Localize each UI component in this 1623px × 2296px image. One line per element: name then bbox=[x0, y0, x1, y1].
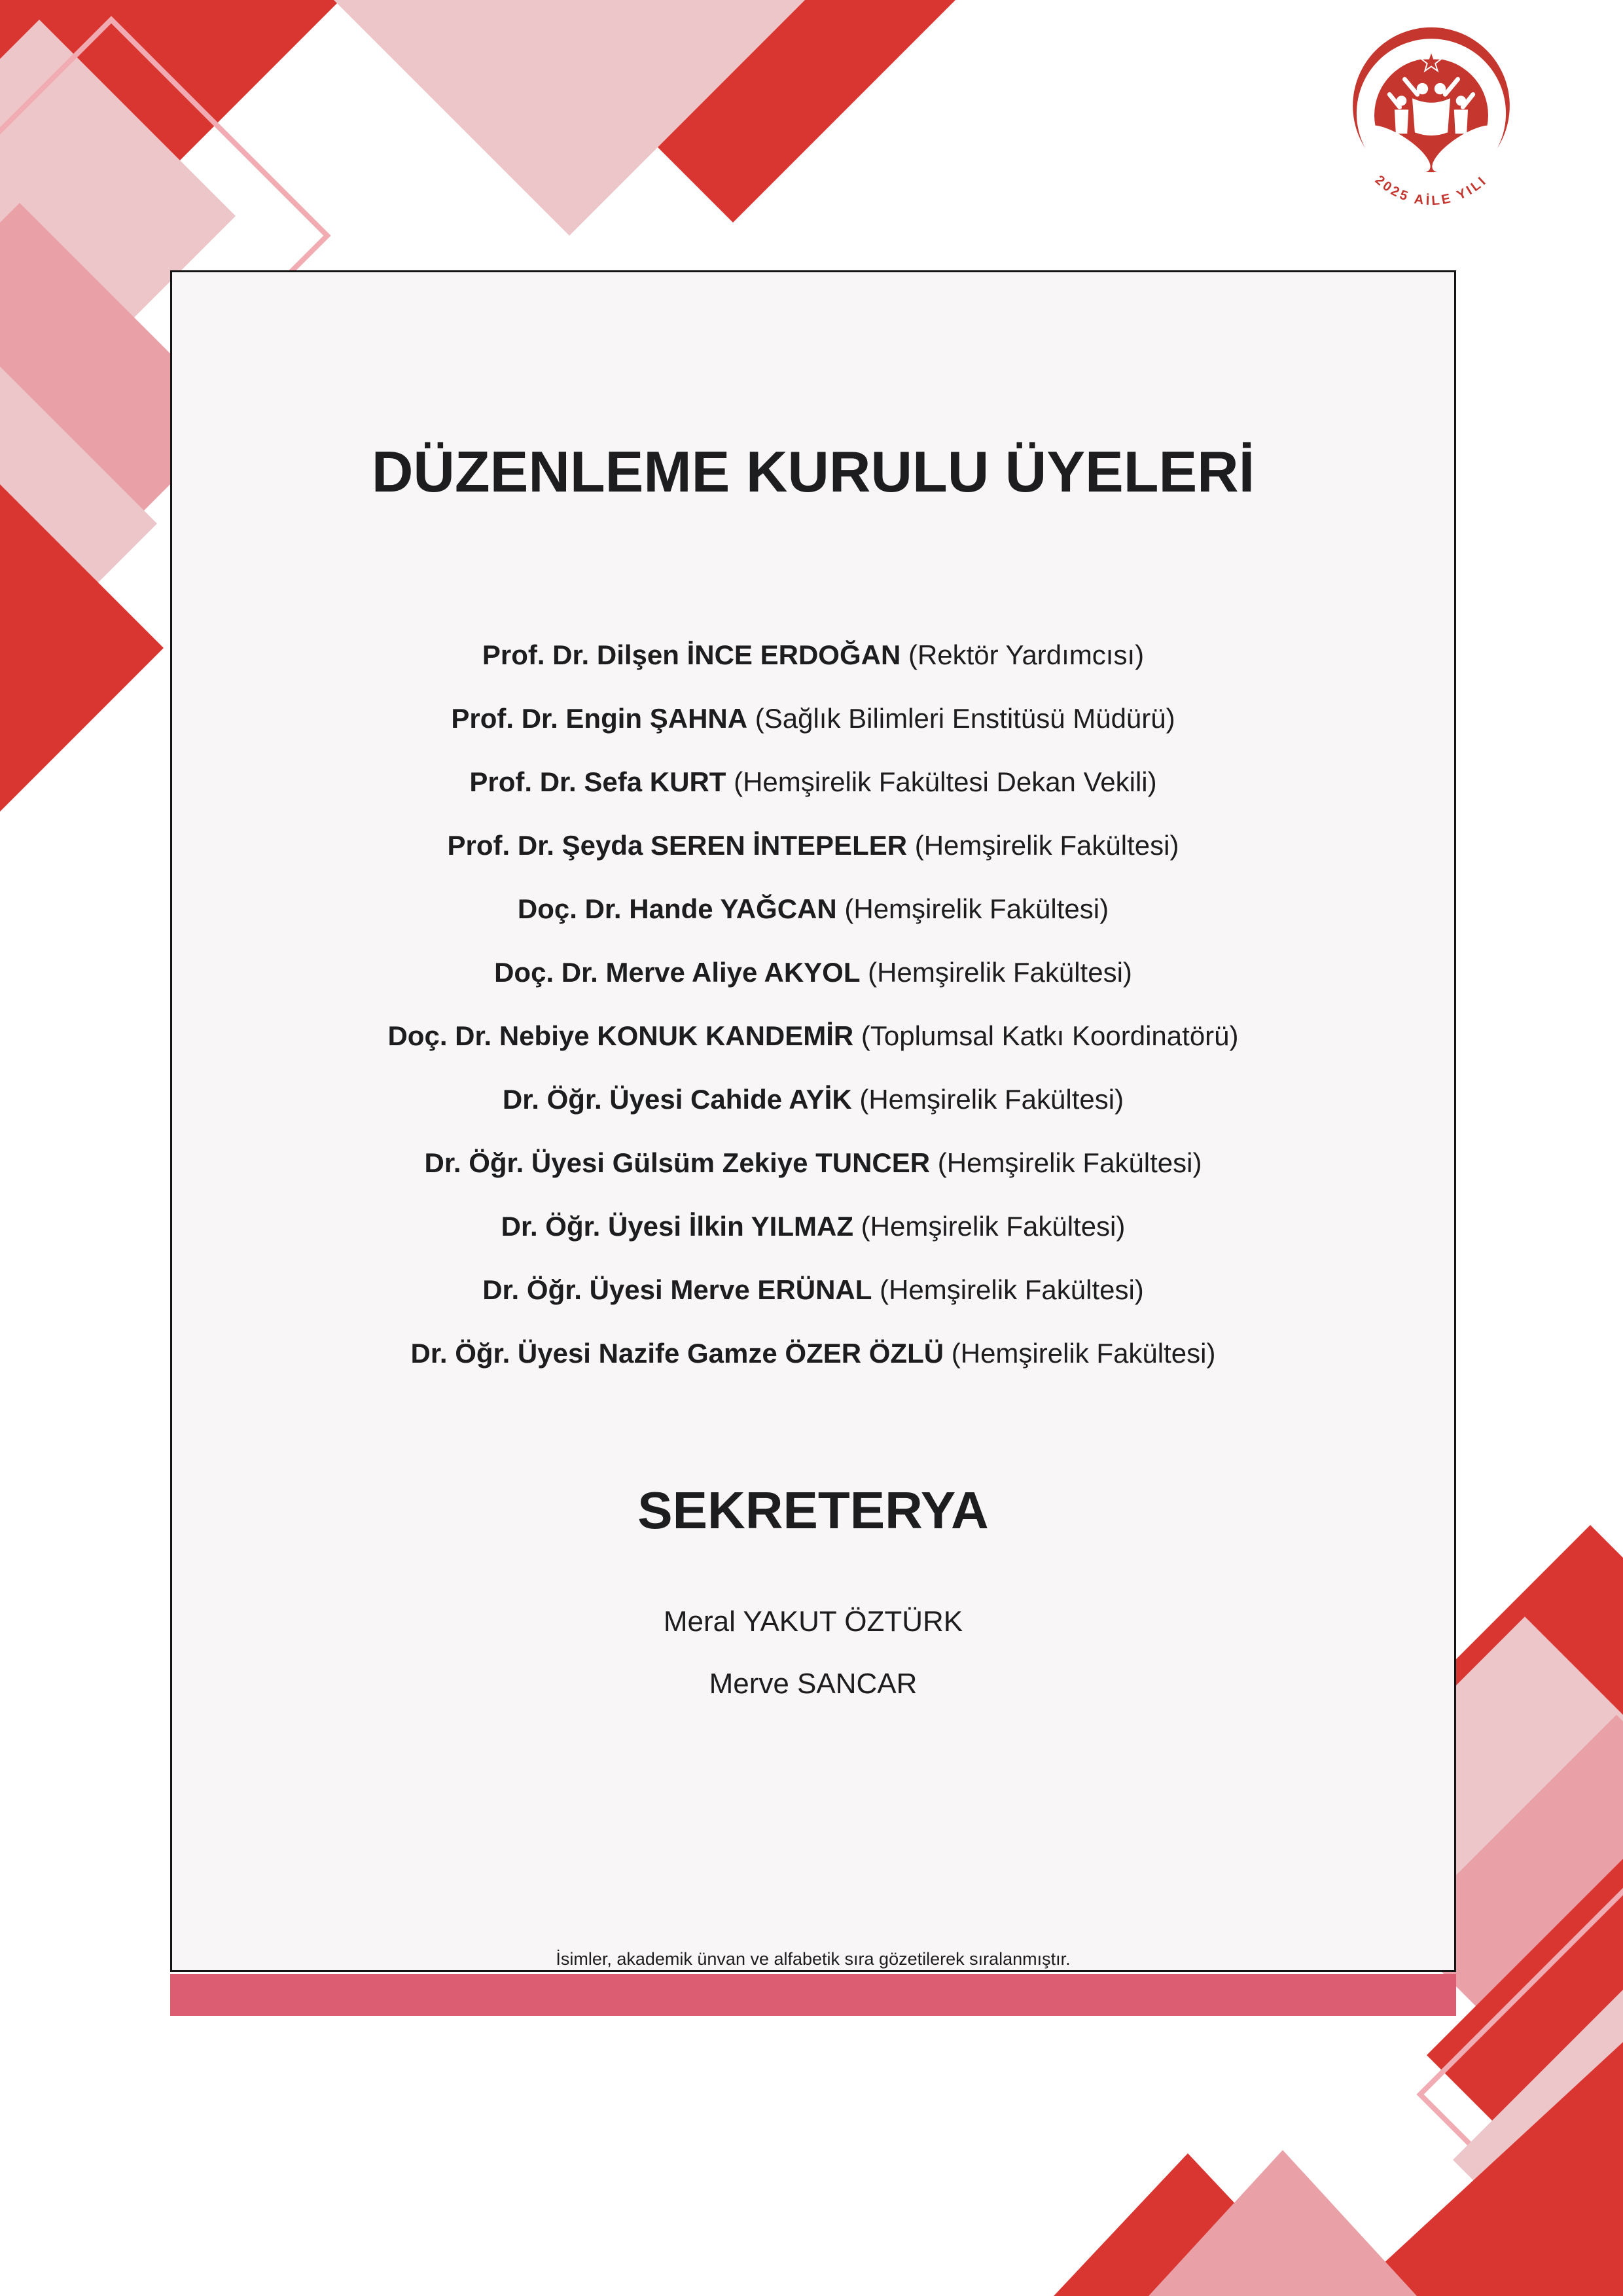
family-year-2025-logo bbox=[1336, 24, 1526, 213]
committee-member-row bbox=[172, 623, 1454, 687]
member-affiliation: (Sağlık Bilimleri Enstitüsü Müdürü) bbox=[755, 703, 1175, 734]
member-name: Prof. Dr. Dilşen İNCE ERDOĞAN bbox=[482, 639, 901, 670]
committee-member-row bbox=[172, 877, 1454, 941]
content-card bbox=[170, 270, 1456, 1972]
member-affiliation: (Hemşirelik Fakültesi) bbox=[868, 957, 1132, 988]
secretariat-title: SEKRETERYA bbox=[637, 1481, 989, 1539]
member-affiliation: (Hemşirelik Fakültesi) bbox=[880, 1274, 1144, 1305]
member-affiliation: (Hemşirelik Fakültesi) bbox=[844, 893, 1109, 924]
member-name: Doç. Dr. Hande YAĞCAN bbox=[517, 893, 837, 924]
committee-member-row bbox=[172, 1194, 1454, 1258]
committee-member-row bbox=[172, 1258, 1454, 1321]
secretariat-list bbox=[172, 1590, 1454, 1715]
member-name: Dr. Öğr. Üyesi Cahide AYİK bbox=[502, 1084, 852, 1115]
member-affiliation: (Hemşirelik Fakültesi) bbox=[937, 1147, 1202, 1178]
member-name: Dr. Öğr. Üyesi Merve ERÜNAL bbox=[482, 1274, 872, 1305]
member-affiliation: (Hemşirelik Fakültesi) bbox=[914, 830, 1179, 861]
member-affiliation: (Rektör Yardımcısı) bbox=[908, 639, 1145, 670]
member-affiliation: (Hemşirelik Fakültesi) bbox=[951, 1338, 1216, 1369]
committee-member-row bbox=[172, 814, 1454, 877]
member-name: Prof. Dr. Engin ŞAHNA bbox=[451, 703, 748, 734]
member-name: Dr. Öğr. Üyesi İlkin YILMAZ bbox=[501, 1211, 853, 1242]
member-name: Dr. Öğr. Üyesi Gülsüm Zekiye TUNCER bbox=[424, 1147, 931, 1178]
committee-member-row bbox=[172, 750, 1454, 814]
member-name: Doç. Dr. Merve Aliye AKYOL bbox=[494, 957, 861, 988]
page-title: DÜZENLEME KURULU ÜYELERİ bbox=[371, 439, 1255, 504]
committee-member-row bbox=[172, 1131, 1454, 1194]
member-affiliation: (Toplumsal Katkı Koordinatörü) bbox=[861, 1020, 1239, 1051]
organizing-committee-list bbox=[172, 623, 1454, 1385]
footnote: İsimler, akademik ünvan ve alfabetik sıra gözetilerek sıralanmıştır. bbox=[556, 1949, 1071, 1969]
member-affiliation: (Hemşirelik Fakültesi) bbox=[861, 1211, 1126, 1242]
logo-year-text: 2025 AİLE YILI bbox=[1372, 173, 1491, 209]
member-name: Doç. Dr. Nebiye KONUK KANDEMİR bbox=[387, 1020, 854, 1051]
secretariat-member: Merve SANCAR bbox=[709, 1668, 918, 1700]
member-name: Prof. Dr. Sefa KURT bbox=[469, 766, 726, 797]
committee-member-row bbox=[172, 1321, 1454, 1385]
secretariat-member: Meral YAKUT ÖZTÜRK bbox=[663, 1605, 963, 1638]
committee-member-row bbox=[172, 1067, 1454, 1131]
member-name: Dr. Öğr. Üyesi Nazife Gamze ÖZER ÖZLÜ bbox=[410, 1338, 944, 1369]
member-affiliation: (Hemşirelik Fakültesi) bbox=[859, 1084, 1124, 1115]
bottom-accent-band bbox=[170, 1974, 1456, 2016]
member-affiliation: (Hemşirelik Fakültesi Dekan Vekili) bbox=[734, 766, 1157, 797]
committee-member-row bbox=[172, 941, 1454, 1004]
committee-member-row bbox=[172, 687, 1454, 750]
committee-member-row bbox=[172, 1004, 1454, 1067]
member-name: Prof. Dr. Şeyda SEREN İNTEPELER bbox=[447, 830, 908, 861]
